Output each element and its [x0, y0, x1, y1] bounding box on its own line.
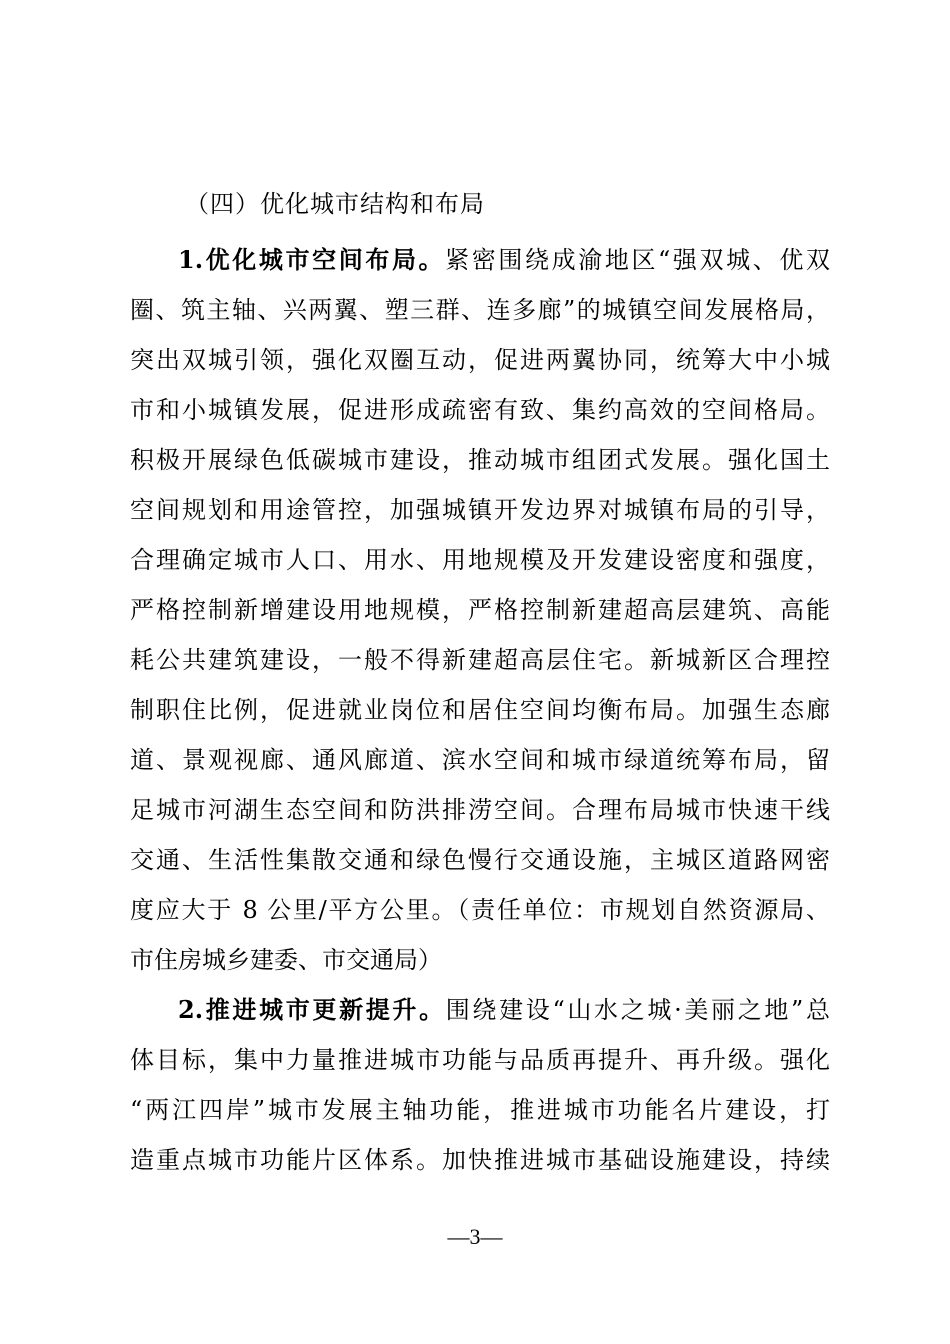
paragraph-line: 制职住比例，促进就业岗位和居住空间均衡布局。加强生态廊 [130, 696, 830, 724]
paragraph-line: 交通、生活性集散交通和绿色慢行交通设施，主城区道路网密 [130, 846, 830, 874]
paragraph-title: 2.推进城市更新提升。 [178, 995, 446, 1024]
paragraph-line: 严格控制新增建设用地规模，严格控制新建超高层建筑、高能 [130, 596, 830, 624]
section-heading: （四）优化城市结构和布局 [185, 190, 485, 218]
paragraph-line: 空间规划和用途管控，加强城镇开发边界对城镇布局的引导， [130, 496, 830, 524]
paragraph-line: “两江四岸”城市发展主轴功能，推进城市功能名片建设，打 [130, 1096, 830, 1124]
paragraph-title: 1.优化城市空间布局。 [178, 245, 446, 274]
paragraph-line: 造重点城市功能片区体系。加快推进城市基础设施建设，持续 [130, 1146, 830, 1174]
paragraph-line: 圈、筑主轴、兴两翼、塑三群、连多廊”的城镇空间发展格局， [130, 296, 830, 324]
paragraph-line: 足城市河湖生态空间和防洪排涝空间。合理布局城市快速干线 [130, 796, 830, 824]
paragraph-line: 积极开展绿色低碳城市建设，推动城市组团式发展。强化国土 [130, 446, 830, 474]
paragraph-line: 突出双城引领，强化双圈互动，促进两翼协同，统筹大中小城 [130, 346, 830, 374]
paragraph-line: 度应大于 8 公里/平方公里。（责任单位：市规划自然资源局、 [130, 896, 830, 924]
paragraph-text: 紧密围绕成渝地区“强双城、优双 [445, 246, 830, 274]
paragraph-line: 市和小城镇发展，促进形成疏密有致、集约高效的空间格局。 [130, 396, 830, 424]
paragraph-line: 合理确定城市人口、用水、用地规模及开发建设密度和强度， [130, 546, 830, 574]
paragraph-line: 市住房城乡建委、市交通局） [130, 946, 442, 974]
page-number: —3— [447, 1224, 503, 1249]
paragraph-line [130, 235, 830, 285]
paragraph-text: 围绕建设“山水之城·美丽之地”总 [445, 996, 830, 1024]
paragraph-line: 耗公共建筑建设，一般不得新建超高层住宅。新城新区合理控 [130, 646, 830, 674]
paragraph-line: 体目标，集中力量推进城市功能与品质再提升、再升级。强化 [130, 1046, 830, 1074]
paragraph-line [130, 985, 830, 1035]
paragraph-urban-spatial-layout [130, 235, 830, 985]
paragraph-urban-renewal [130, 985, 830, 1185]
paragraph-line: 道、景观视廊、通风廊道、滨水空间和城市绿道统筹布局，留 [130, 746, 830, 774]
